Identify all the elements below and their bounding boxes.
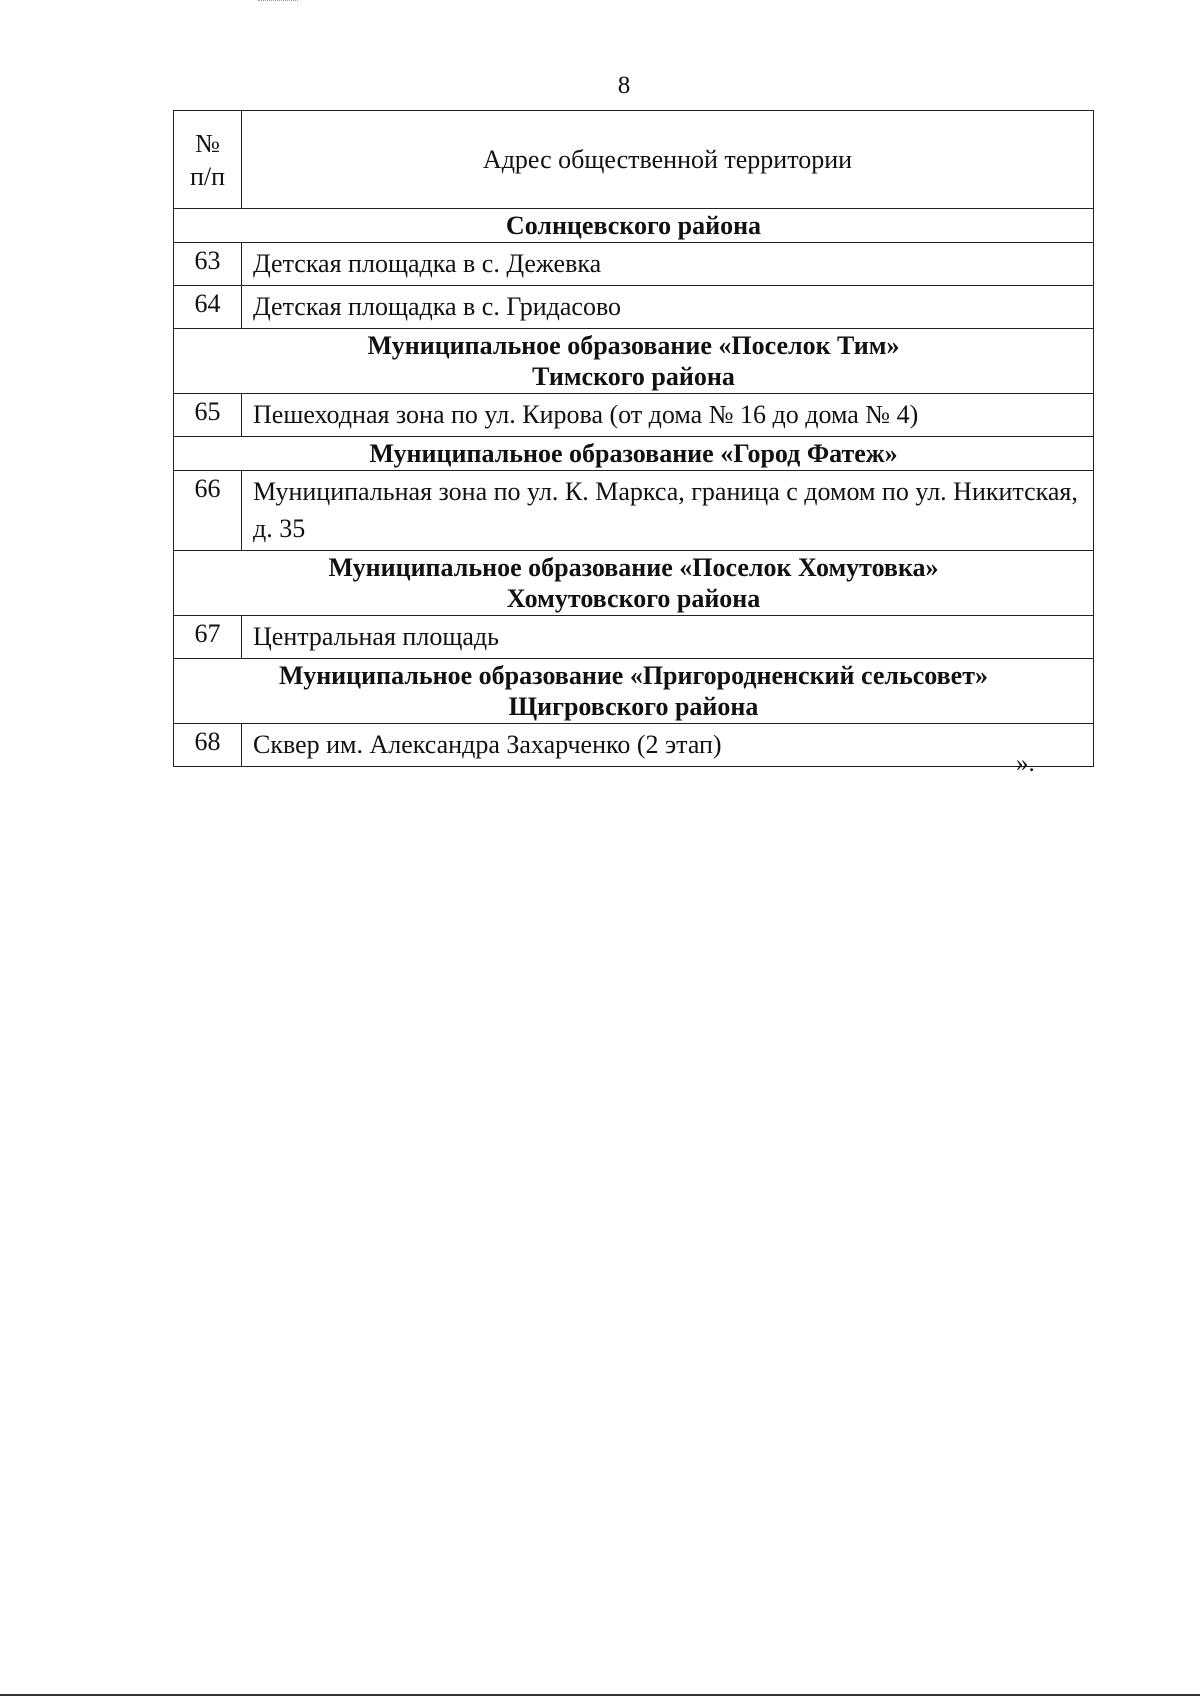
table-header-row	[174, 111, 1094, 209]
section-heading-line: Солнцевского района	[505, 211, 762, 240]
header-number-abbr: п/п	[189, 161, 226, 191]
table-body	[174, 209, 1094, 767]
row-number: 67	[174, 616, 242, 659]
section-heading	[174, 659, 1094, 724]
section-heading-line: Муниципальное образование «Поселок Тим»	[367, 331, 900, 360]
table-row	[174, 616, 1094, 659]
section-heading-line: Щигровского района	[508, 692, 759, 721]
row-address: Пешеходная зона по ул. Кирова (от дома № 16 до дома № 4)	[242, 394, 1094, 437]
section-heading-line: Муниципальное образование «Пригородненский сельсовет»	[279, 661, 988, 690]
table-row	[174, 394, 1094, 437]
section-heading-line: Муниципальное образование «Поселок Хомутовка»	[328, 553, 939, 582]
row-number: 66	[174, 471, 242, 551]
section-heading	[174, 551, 1094, 616]
row-address: Детская площадка в с. Гридасово	[242, 286, 1094, 329]
section-row	[174, 209, 1094, 243]
header-number-symbol: №	[195, 128, 220, 158]
closing-quote: ».	[1016, 750, 1035, 777]
row-number: 68	[174, 724, 242, 767]
section-row	[174, 329, 1094, 394]
section-heading	[174, 437, 1094, 471]
page-number: 8	[617, 72, 631, 99]
row-address: Муниципальная зона по ул. К. Маркса, граница с домом по ул. Никитская, д. 35	[242, 471, 1094, 551]
table-row	[174, 286, 1094, 329]
section-heading-line: Хомутовского района	[506, 584, 761, 613]
section-heading-line: Тимского района	[532, 362, 735, 391]
section-heading	[174, 329, 1094, 394]
section-heading	[174, 209, 1094, 243]
bottom-edge-line	[0, 1694, 1200, 1696]
section-row	[174, 437, 1094, 471]
section-row	[174, 659, 1094, 724]
table-row	[174, 724, 1094, 767]
table-row	[174, 471, 1094, 551]
row-address: Сквер им. Александра Захарченко (2 этап)	[242, 724, 1094, 767]
row-number: 65	[174, 394, 242, 437]
header-number-cell	[174, 111, 242, 209]
header-address-cell: Адрес общественной территории	[242, 111, 1094, 209]
territory-table	[173, 110, 1094, 767]
row-number: 63	[174, 243, 242, 286]
row-address: Детская площадка в с. Дежевка	[242, 243, 1094, 286]
section-heading-line: Муниципальное образование «Город Фатеж»	[369, 439, 898, 468]
row-address: Центральная площадь	[242, 616, 1094, 659]
row-number: 64	[174, 286, 242, 329]
table-row	[174, 243, 1094, 286]
section-row	[174, 551, 1094, 616]
scan-artifact	[258, 0, 298, 3]
